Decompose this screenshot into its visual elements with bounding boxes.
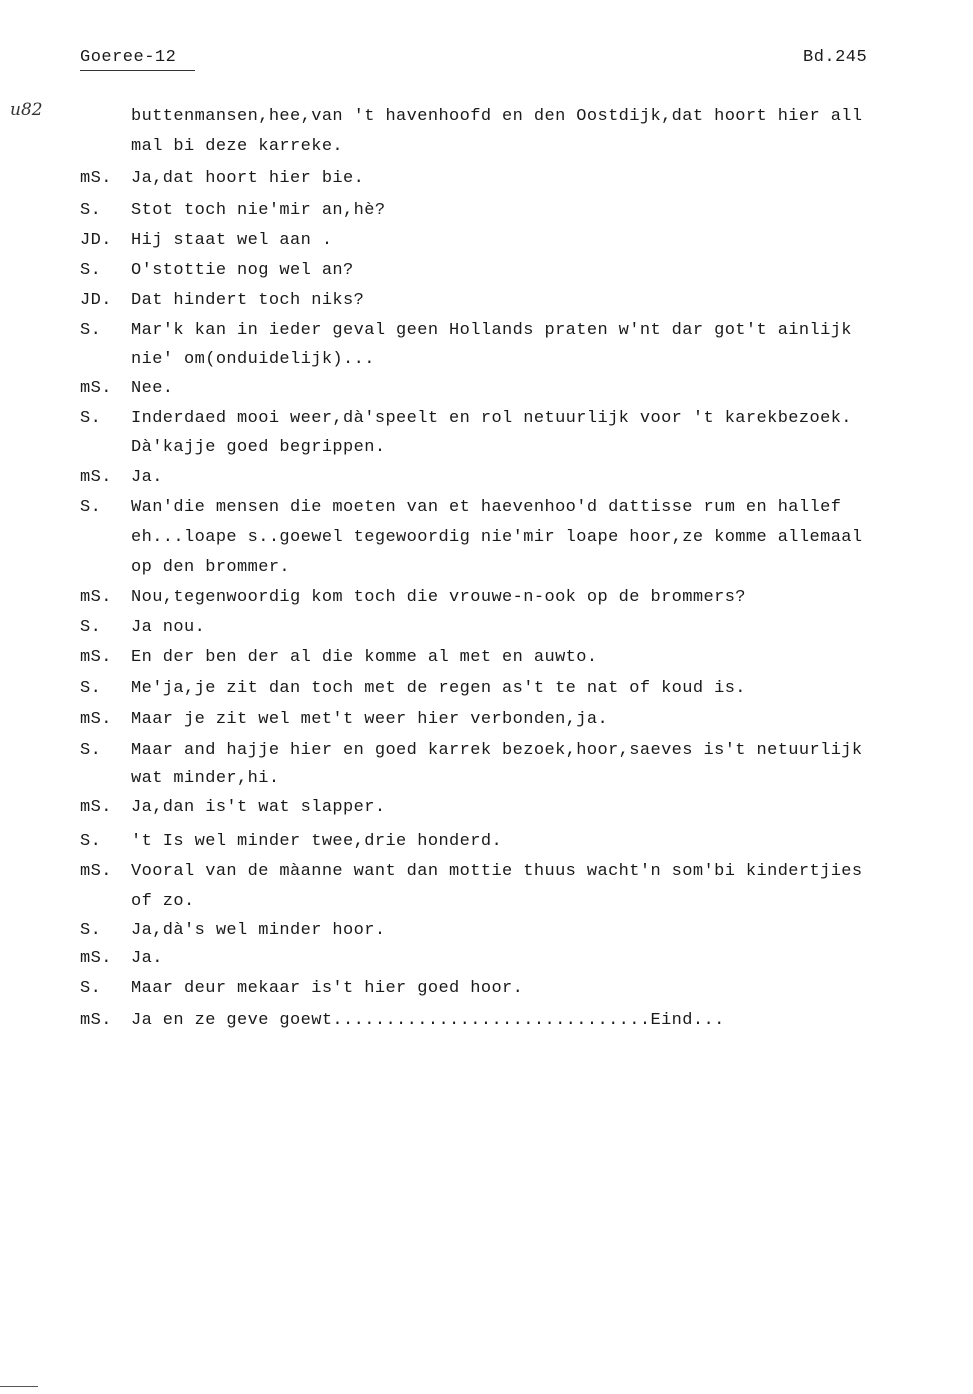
line-text: nie' om(onduidelijk)... bbox=[131, 350, 375, 369]
line-text: Stot toch nie'mir an,hè? bbox=[131, 201, 386, 220]
transcript-line bbox=[0, 379, 973, 405]
transcript-line bbox=[0, 201, 973, 227]
transcript-line bbox=[0, 107, 973, 133]
line-text: Nou,tegenwoordig kom toch die vrouwe-n-ook op de brommers? bbox=[131, 588, 746, 607]
transcript-line bbox=[0, 468, 973, 494]
speaker-label: S. bbox=[80, 498, 102, 517]
speaker-label: mS. bbox=[80, 588, 112, 607]
line-text: Ja nou. bbox=[131, 618, 206, 637]
header-underline bbox=[80, 70, 195, 71]
line-text: 't Is wel minder twee,drie honderd. bbox=[131, 832, 503, 851]
transcript-line bbox=[0, 741, 973, 767]
transcript-line bbox=[0, 769, 973, 795]
line-text: Dà'kajje goed begrippen. bbox=[131, 438, 386, 457]
transcript-line bbox=[0, 558, 973, 584]
speaker-label: JD. bbox=[80, 291, 112, 310]
line-text: O'stottie nog wel an? bbox=[131, 261, 354, 280]
transcript-line bbox=[0, 261, 973, 287]
line-text: Mar'k kan in ieder geval geen Hollands praten w'nt dar got't ainlijk bbox=[131, 321, 852, 340]
speaker-label: S. bbox=[80, 618, 102, 637]
line-text: eh...loape s..goewel tegewoordig nie'mir loape hoor,ze komme allemaal bbox=[131, 528, 863, 547]
transcript-line bbox=[0, 321, 973, 347]
speaker-label: S. bbox=[80, 921, 102, 940]
transcript-line bbox=[0, 231, 973, 257]
line-text: mal bi deze karreke. bbox=[131, 137, 344, 156]
speaker-label: mS. bbox=[80, 468, 112, 487]
transcript-line bbox=[0, 921, 973, 947]
transcript-line bbox=[0, 498, 973, 524]
speaker-label: mS. bbox=[80, 169, 112, 188]
line-text: Hij staat wel aan . bbox=[131, 231, 333, 250]
header-page-ref: Bd.245 bbox=[803, 48, 868, 67]
transcript-line bbox=[0, 710, 973, 736]
line-text: Maar and hajje hier en goed karrek bezoek,hoor,saeves is't netuurlijk bbox=[131, 741, 863, 760]
line-text: of zo. bbox=[131, 892, 195, 911]
speaker-label: S. bbox=[80, 409, 102, 428]
transcript-line bbox=[0, 979, 973, 1005]
transcript-line bbox=[0, 648, 973, 674]
line-text: Ja,dà's wel minder hoor. bbox=[131, 921, 386, 940]
transcript-line bbox=[0, 1011, 973, 1037]
margin-note: u82 bbox=[10, 100, 43, 120]
speaker-label: mS. bbox=[80, 710, 112, 729]
speaker-label: S. bbox=[80, 261, 102, 280]
line-text: op den brommer. bbox=[131, 558, 291, 577]
line-text: En der ben der al die komme al met en auwto. bbox=[131, 648, 598, 667]
speaker-label: JD. bbox=[80, 231, 112, 250]
line-text: Maar deur mekaar is't hier goed hoor. bbox=[131, 979, 524, 998]
speaker-label: S. bbox=[80, 201, 102, 220]
transcript-line bbox=[0, 409, 973, 435]
footer-mark bbox=[0, 1386, 38, 1387]
line-text: wat minder,hi. bbox=[131, 769, 280, 788]
line-text: Ja. bbox=[131, 468, 163, 487]
transcript-line bbox=[0, 291, 973, 317]
transcript-line bbox=[0, 438, 973, 464]
transcript-line bbox=[0, 949, 973, 975]
transcript-line bbox=[0, 862, 973, 888]
speaker-label: mS. bbox=[80, 648, 112, 667]
line-text: Ja,dat hoort hier bie. bbox=[131, 169, 365, 188]
speaker-label: mS. bbox=[80, 949, 112, 968]
line-text: Inderdaed mooi weer,dà'speelt en rol netuurlijk voor 't karekbezoek. bbox=[131, 409, 852, 428]
line-text: Vooral van de màanne want dan mottie thuus wacht'n som'bi kindertjies bbox=[131, 862, 863, 881]
speaker-label: mS. bbox=[80, 862, 112, 881]
transcript-line bbox=[0, 679, 973, 705]
transcript-line bbox=[0, 832, 973, 858]
line-text: Nee. bbox=[131, 379, 174, 398]
transcript-line bbox=[0, 798, 973, 824]
transcript-line bbox=[0, 169, 973, 195]
line-text: Dat hindert toch niks? bbox=[131, 291, 365, 310]
line-text: buttenmansen,hee,van 't havenhoofd en den Oostdijk,dat hoort hier all bbox=[131, 107, 863, 126]
line-text: Maar je zit wel met't weer hier verbonden,ja. bbox=[131, 710, 609, 729]
speaker-label: S. bbox=[80, 741, 102, 760]
speaker-label: S. bbox=[80, 321, 102, 340]
speaker-label: mS. bbox=[80, 798, 112, 817]
speaker-label: mS. bbox=[80, 379, 112, 398]
line-text: Me'ja,je zit dan toch met de regen as't te nat of koud is. bbox=[131, 679, 746, 698]
speaker-label: S. bbox=[80, 832, 102, 851]
line-text: Ja. bbox=[131, 949, 163, 968]
header-location: Goeree-12 bbox=[80, 48, 177, 67]
transcript-line bbox=[0, 528, 973, 554]
speaker-label: S. bbox=[80, 979, 102, 998]
line-text: Wan'die mensen die moeten van et haevenhoo'd dattisse rum en hallef bbox=[131, 498, 842, 517]
transcript-line bbox=[0, 588, 973, 614]
transcript-line bbox=[0, 892, 973, 918]
transcript-line bbox=[0, 618, 973, 644]
transcript-line bbox=[0, 137, 973, 163]
transcript-line bbox=[0, 350, 973, 376]
speaker-label: mS. bbox=[80, 1011, 112, 1030]
line-text: Ja en ze geve goewt..............................Eind... bbox=[131, 1011, 725, 1030]
speaker-label: S. bbox=[80, 679, 102, 698]
line-text: Ja,dan is't wat slapper. bbox=[131, 798, 386, 817]
